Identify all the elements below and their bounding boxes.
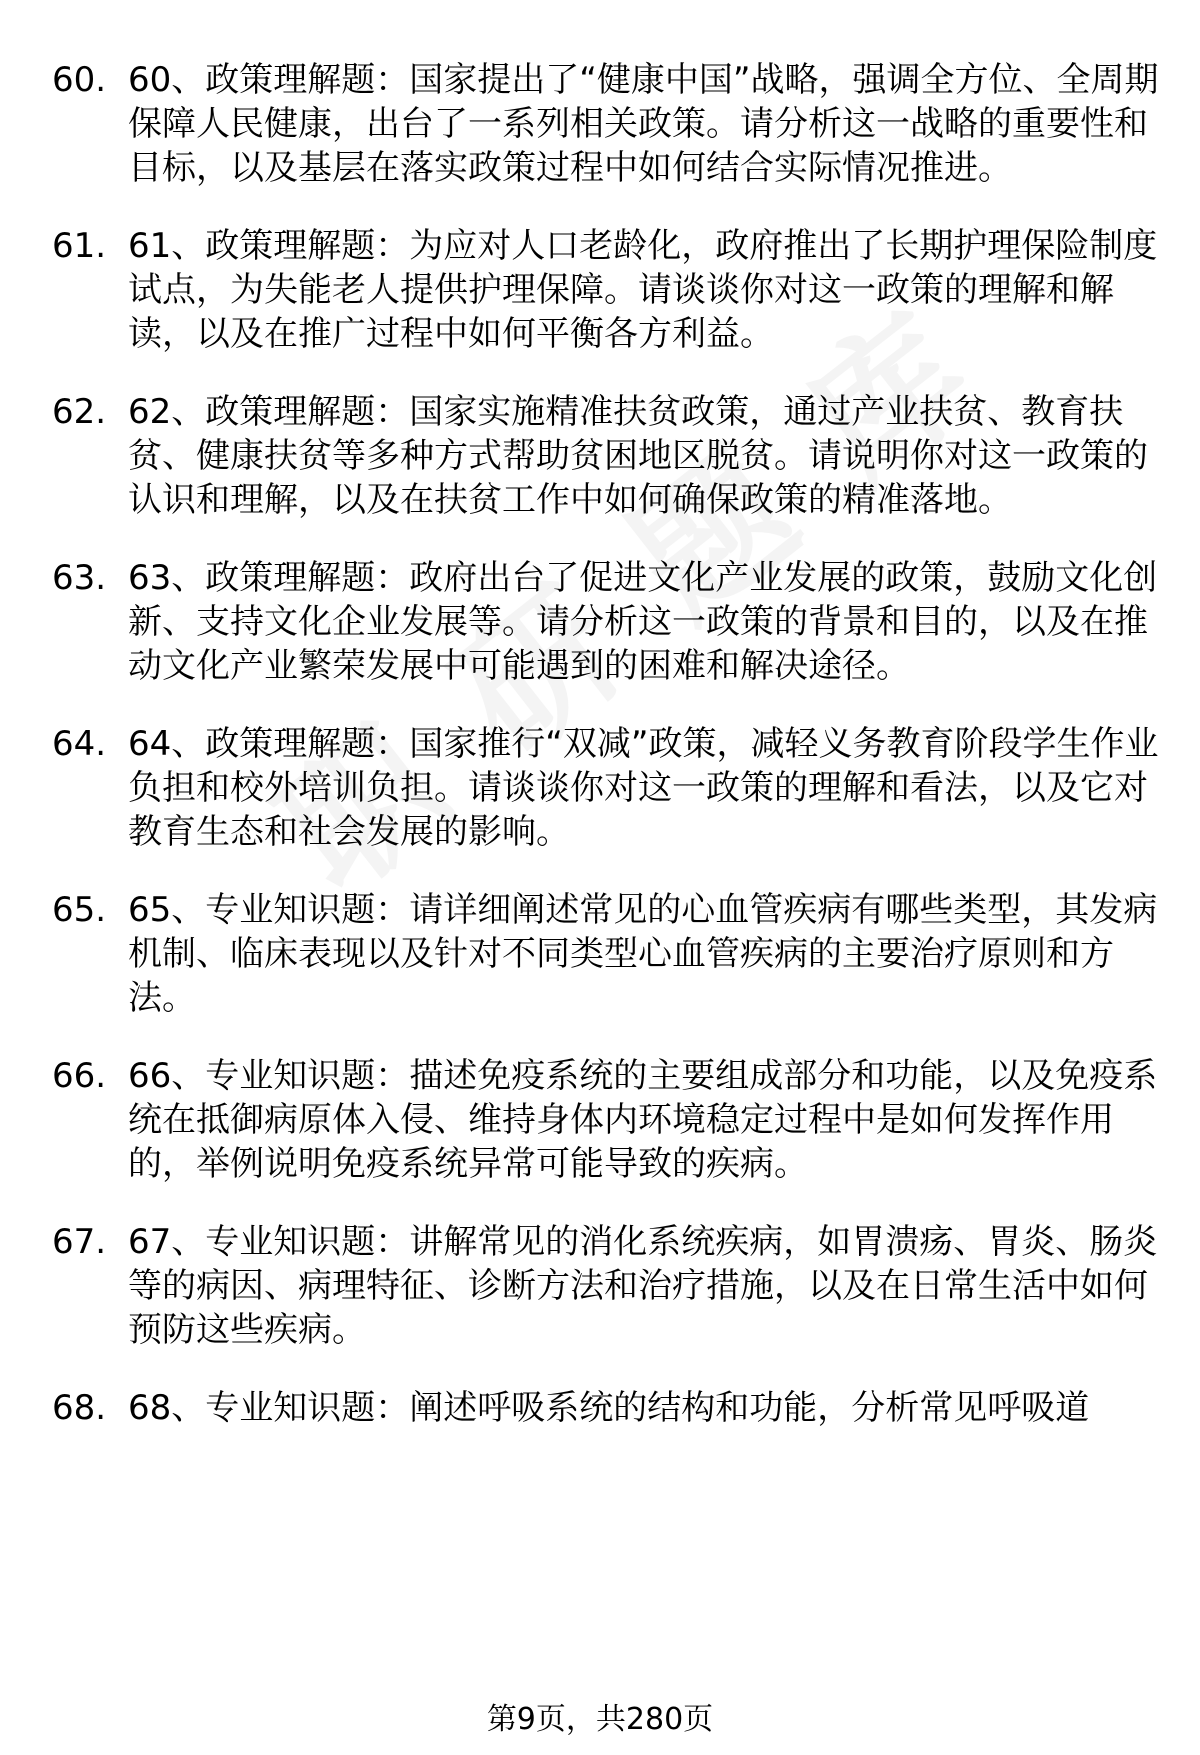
question-item bbox=[52, 556, 1162, 688]
question-number: 64. bbox=[52, 724, 107, 764]
question-number: 65. bbox=[52, 890, 107, 930]
question-text: 65、专业知识题：请详细阐述常见的心血管疾病有哪些类型，其发病机制、临床表现以及针对不同类型心血管疾病的主要治疗原则和方法。 bbox=[128, 890, 1158, 1018]
question-number: 63. bbox=[52, 558, 107, 598]
question-item bbox=[52, 722, 1162, 854]
question-text: 67、专业知识题：讲解常见的消化系统疾病，如胃溃疡、胃炎、肠炎等的病因、病理特征、诊断方法和治疗措施，以及在日常生活中如何预防这些疾病。 bbox=[128, 1222, 1158, 1350]
question-item bbox=[52, 390, 1162, 522]
question-text: 60、政策理解题：国家提出了“健康中国”战略，强调全方位、全周期保障人民健康，出台了一系列相关政策。请分析这一战略的重要性和目标，以及基层在落实政策过程中如何结合实际情况推进。 bbox=[128, 60, 1159, 188]
question-text: 62、政策理解题：国家实施精准扶贫政策，通过产业扶贫、教育扶贫、健康扶贫等多种方式帮助贫困地区脱贫。请说明你对这一政策的认识和理解，以及在扶贫工作中如何确保政策的精准落地。 bbox=[128, 392, 1148, 520]
question-number: 67. bbox=[52, 1222, 107, 1262]
question-number: 68. bbox=[52, 1388, 107, 1428]
question-text: 64、政策理解题：国家推行“双减”政策，减轻义务教育阶段学生作业负担和校外培训负担。请谈谈你对这一政策的理解和看法，以及它对教育生态和社会发展的影响。 bbox=[128, 724, 1159, 852]
question-item bbox=[52, 1386, 1162, 1430]
page-number-footer: 第9页，共280页 bbox=[486, 1702, 714, 1737]
question-text: 66、专业知识题：描述免疫系统的主要组成部分和功能，以及免疫系统在抵御病原体入侵、维持身体内环境稳定过程中是如何发挥作用的，举例说明免疫系统异常可能导致的疾病。 bbox=[128, 1056, 1158, 1184]
question-text: 61、政策理解题：为应对人口老龄化，政府推出了长期护理保险制度试点，为失能老人提供护理保障。请谈谈你对这一政策的理解和解读，以及在推广过程中如何平衡各方利益。 bbox=[128, 226, 1158, 354]
question-number: 61. bbox=[52, 226, 107, 266]
question-item bbox=[52, 58, 1162, 190]
question-item bbox=[52, 1054, 1162, 1186]
question-item bbox=[52, 1220, 1162, 1352]
question-number: 62. bbox=[52, 392, 107, 432]
question-list bbox=[52, 58, 1162, 1430]
question-item bbox=[52, 888, 1162, 1020]
question-number: 66. bbox=[52, 1056, 107, 1096]
question-text: 63、政策理解题：政府出台了促进文化产业发展的政策，鼓励文化创新、支持文化企业发展等。请分析这一政策的背景和目的，以及在推动文化产业繁荣发展中可能遇到的困难和解决途径。 bbox=[128, 558, 1158, 686]
question-number: 60. bbox=[52, 60, 107, 100]
question-item bbox=[52, 224, 1162, 356]
question-text: 68、专业知识题：阐述呼吸系统的结构和功能，分析常见呼吸道 bbox=[128, 1388, 1090, 1428]
